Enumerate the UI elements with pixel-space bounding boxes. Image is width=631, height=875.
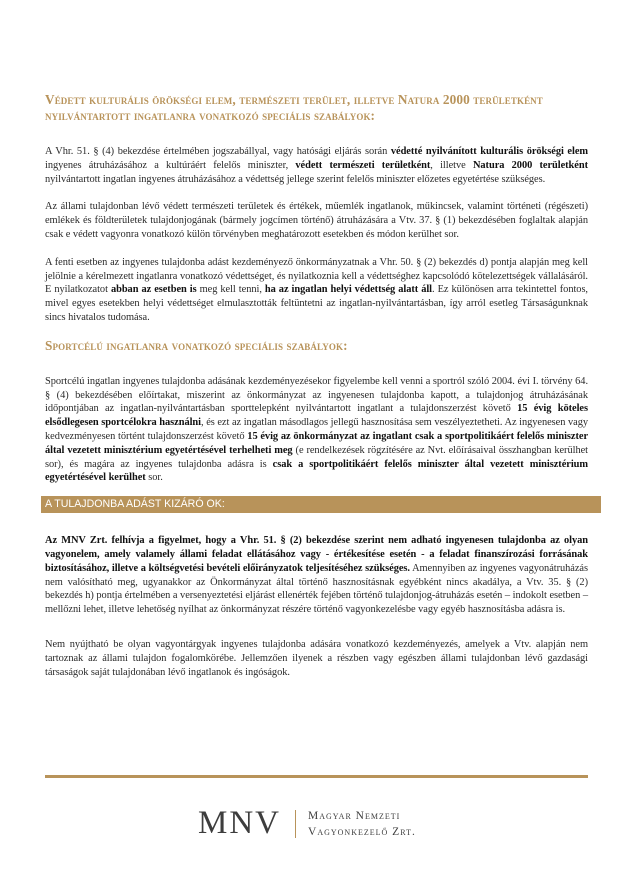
text-run: Amennyiben az ingyenes vagyonátruházás nem valósítható meg, ugyanakkor az Önkormányzat által történő hasznosításnak egyébként nincs akadálya, a Vtv. 35. § (2) bekezdés h) pontja értelmében a versenyeztetési eljárást ellenérték fejében történő tulajdonjog-átruházás esetén – indokolt esetben – mellőzni lehet, illetve lehetőség nyílhat az önkormányzat részére történő vagyonkezelésbe vagy egyéb hasznosításba adásra is. [45,562,588,616]
emphasized-text: ha az ingatlan helyi védettség alatt áll [264,284,433,296]
emphasized-text: csak a sportpolitikáért felelős miniszter által vezetett minisztérium egyetértésével kerülhet [45,458,588,484]
logo-line-1: Magyar Nemzeti [308,809,401,822]
emphasized-text: 15 évig köteles elsődlegesen sportcélokra használni [45,403,588,429]
logo-wordmark [308,808,416,840]
logo-line-2: Vagyonkezelő Zrt. [308,825,416,838]
emphasized-text: abban az esetben is [110,284,197,296]
text-run: meg kell tenni, [196,284,265,296]
text-run: A Vhr. 51. § (4) bekezdése értelmében jogszabállyal, vagy hatósági eljárás során [45,146,391,157]
emphasized-text: védett természeti területként [295,159,431,171]
text-run: , és ezt az ingatlan másodlagos jellegű hasznosítása sem veszélyeztetheti. Az ingyenesen vagy kedvezményesen történt tulajdonszerzést követő [45,417,588,442]
footer-divider [45,775,588,778]
section-heading-protected-property: Védett kulturális örökségi elem, természeti terület, illetve Natura 2000 területként nyilvántartott ingatlanra vonatkozó speciális szabályok: [45,92,543,123]
text-run: Az állami tulajdonban lévő védett természeti területek és értékek, műemlék ingatlanok, műkincsek, valamint történeti (régészeti) emlékek és földterületek tulajdonjogának (bármely jogcímen történő) átruházására a Vtv. 37. § (1) bekezdésében foglaltak alapján csak e védett vagyonra vonatkozó külön törvényben meghatározott esetekben és módon kerülhet sor. [45,201,588,240]
logo-mark: MNV [198,805,282,841]
paragraph-sport-property-rules [45,375,588,485]
section-banner-exclusion: A TULAJDONBA ADÁST KIZÁRÓ OK: [41,496,601,513]
emphasized-text: védetté nyilvánított kulturális örökségi elem [390,146,588,157]
text-run: (e rendelkezések rögzítésére az Nvt. előírásaival összhangban kerülhet sor), és magára az ingyenes tulajdonba adásra is [45,444,588,470]
section-heading-sport-property: Sportcélú ingatlanra vonatkozó speciális szabályok: [45,337,348,353]
emphasized-text: Natura 2000 területként [472,159,588,171]
paragraph-protected-heritage [45,145,588,186]
text-run: Nem nyújtható be olyan vagyontárgyak ingyenes tulajdonba adására vonatkozó kezdeményezés, amelyek a Vtv. alapján nem tartoznak az állami tulajdon fogalomkörébe. Jellemzően ilyenek a részben vagy egészben állami tulajdonban lévő gazdasági társaságok saját tulajdonában lévő ingatlanok és ingóságok. [45,638,588,678]
text-run: sor. [145,472,163,484]
text-run: Sportcélú ingatlan ingyenes tulajdonba adásának kezdeményezésekor figyelembe kell venni a sportról szóló 2004. évi I. törvény 64. § (4) bekezdésében előírtakat, miszerint az önkormányzat az ingyenesen tulajdonba kapott, a tulajdonjog átruházásának időpontjában az ingatlan-nyilvántartásban sporttelepként nyilvántartott ingatlant a tulajdonszerzést követő [45,375,588,415]
emphasized-text: Az MNV Zrt. felhívja a figyelmet, hogy a Vhr. 51. § (2) bekezdése szerint nem adható ingyenesen tulajdonba az olyan vagyonelem, amely valamely állami feladat ellátásához vagy - értékesítése esetén - a feladat finanszírozási forrásának biztosításához, illetve a költségvetési bevételi előirányzatok teljesítéséhez szükséges. [45,535,588,574]
paragraph-state-protected-areas [45,200,588,241]
paragraph-exclusion-reason [45,534,588,617]
paragraph-local-protection [45,256,588,325]
document-body [45,92,588,679]
text-run: nyilvántartott ingatlan ingyenes átruházásához a védettség jellege szerint felelős miniszter előzetes egyetértése szükséges. [45,173,546,185]
mnv-logo [198,807,416,840]
emphasized-text: 15 évig az önkormányzat az ingatlant csak a sportpolitikáért felelős miniszter által vezetett minisztérium egyetértésével terhelheti meg [45,430,589,456]
logo-separator [295,810,296,838]
text-run: A fenti esetben az ingyenes tulajdonba adást kezdeményező önkormányzatnak a Vhr. 50. § (2) bekezdés d) pontja alapján meg kell jelölnie a kérelmezett ingatlanra vonatkozó védettséget, és nyilatkoznia kell a védettséghez kapcsolódó kötelezettségek vállalásáról. E nyilatkozatot [45,256,588,296]
text-run: . Ez különösen arra tekintettel fontos, mivel egyes esetekben helyi védettséget elmulasztották feltüntetni az ingatlan-nyilvántartásban, így arról esetleg Társaságunknak sincs hivatalos tudomása. [45,284,588,323]
text-run: ingyenes átruházásához a kultúráért felelős miniszter, [45,159,296,171]
paragraph-non-state-assets [45,638,588,679]
text-run: , illetve [430,159,473,171]
